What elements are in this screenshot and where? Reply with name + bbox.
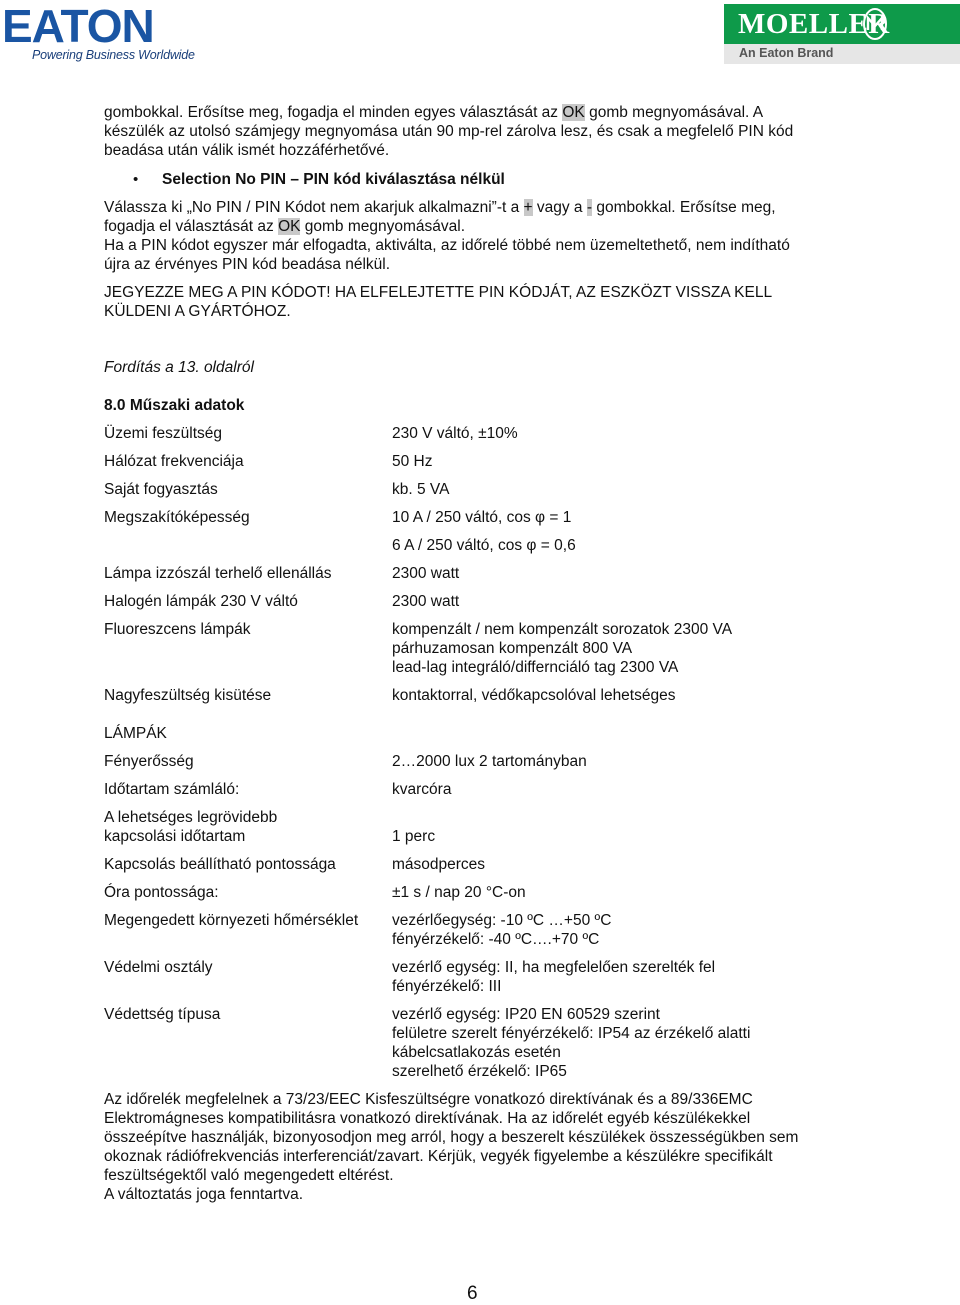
eaton-wordmark [2,2,202,48]
para1-text: gomb megnyomásával. [300,218,466,235]
spec-label: Fényerősség [104,753,194,770]
spec-value: ±1 s / nap 20 °C-on [392,884,526,901]
spec-value: kvarcóra [392,781,452,798]
para1-text: gombokkal. Erősítse meg, [592,199,776,216]
para1-text: vagy a [532,199,587,216]
spec-value: 6 A / 250 váltó, cos φ = 0,6 [392,537,576,554]
page-number: 6 [467,1283,478,1304]
closing-line: A változtatás joga fenntartva. [104,1186,304,1203]
spec-label: Megengedett környezeti hőmérséklet [104,912,359,929]
spec-value: 230 V váltó, ±10% [392,425,518,442]
spec-value: 2…2000 lux 2 tartományban [392,753,587,770]
para1-line-2 [104,218,465,236]
spec-value: vezérlő egység: IP20 EN 60529 szerint [392,1006,660,1023]
spec-value: kábelcsatlakozás esetén [392,1044,561,1061]
intro-line-2: készülék az utolsó számjegy megnyomása után 90 mp-rel zárolva lesz, és csak a megfelelő PIN kód [104,123,794,140]
spec-label: Védelmi osztály [104,959,213,976]
para1-line-4: újra az érvényes PIN kód beadása nélkül. [104,256,391,273]
spec-label: Megszakítóképesség [104,509,250,526]
intro-line-1 [104,104,763,122]
spec-value: másodperces [392,856,486,873]
spec-label: Halogén lámpák 230 V váltó [104,593,298,610]
spec-label: Saját fogyasztás [104,481,218,498]
moeller-logo-band [724,4,960,44]
spec-value: fényérzékelő: III [392,978,502,995]
eaton-tagline: Powering Business Worldwide [32,48,195,62]
spec-label: Időtartam számláló: [104,781,240,798]
spec-value: felületre szerelt fényérzékelő: IP54 az érzékelő alatti [392,1025,751,1042]
para1-text: Válassza ki „No PIN / PIN Kódot nem akarjuk alkalmazni”-t a [104,199,524,216]
closing-line: Az időrelék megfelelnek a 73/23/EEC Kisfeszültségre vonatkozó direktívának és a 89/336EMC [104,1091,753,1108]
spec-value: 50 Hz [392,453,433,470]
spec-label: Hálózat frekvenciája [104,453,244,470]
lamps-heading: LÁMPÁK [104,725,167,742]
spec-label: Védettség típusa [104,1006,221,1023]
intro-line-3: beadása után válik ismét hozzáférhetővé. [104,142,390,159]
spec-label: Nagyfeszültség kisütése [104,687,272,704]
spec-label: Kapcsolás beállítható pontossága [104,856,336,873]
closing-line: Elektromágneses kompatibilitásra vonatkozó direktívának. Ha az időrelét egyéb készülékekkel [104,1110,751,1127]
closing-line: összeépítve használják, bizonyosodjon meg arról, hogy a beszerelt készülékek összességükben sem [104,1129,799,1146]
spec-value: vezérlőegység: -10 ºC …+50 ºC [392,912,612,929]
spec-value: kompenzált / nem kompenzált sorozatok 2300 VA [392,621,733,638]
eaton-logo-text: EATON [2,2,154,48]
spec-value: párhuzamosan kompenzált 800 VA [392,640,633,657]
spec-label: kapcsolási időtartam [104,828,246,845]
spec-value: 10 A / 250 váltó, cos φ = 1 [392,509,572,526]
spec-value: kb. 5 VA [392,481,450,498]
ok-key-label: OK [562,104,585,121]
spec-value: kontaktorral, védőkapcsolóval lehetséges [392,687,676,704]
spec-value: szerelhető érzékelő: IP65 [392,1063,567,1080]
bullet-icon: • [133,171,139,188]
closing-line: okoznak rádiófrekvenciás interferenciát/zavart. Kérjük, vegyék figyelembe a készülékre specifikált [104,1148,773,1165]
spec-label: Fluoreszcens lámpák [104,621,251,638]
closing-line: feszültségektől való megengedett eltérést. [104,1167,394,1184]
moeller-brand-band [724,44,960,64]
section-title: 8.0 Műszaki adatok [104,397,245,414]
spec-label: Lámpa izzószál terhelő ellenállás [104,565,332,582]
minus-key-label: - [586,199,593,216]
spec-value: 2300 watt [392,565,460,582]
spec-label: A lehetséges legrövidebb [104,809,278,826]
spec-value: 1 perc [392,828,436,845]
warning-line-1: JEGYEZZE MEG A PIN KÓDOT! HA ELFELEJTETTE PIN KÓDJÁT, AZ ESZKÖZT VISSZA KELL [104,284,773,301]
intro-text: gomb megnyomásával. A [584,104,764,121]
spec-value: fényérzékelő: -40 ºC….+70 ºC [392,931,600,948]
spec-value: 2300 watt [392,593,460,610]
spec-label: Üzemi feszültség [104,425,223,442]
spec-value: lead-lag integráló/differnciáló tag 2300 VA [392,659,679,676]
spec-label: Óra pontossága: [104,884,219,901]
warning-line-2: KÜLDENI A GYÁRTÓHOZ. [104,303,291,320]
spec-value: vezérlő egység: II, ha megfelelően szerelték fel [392,959,716,976]
para1-text: fogadja el választását az [104,218,279,235]
eaton-logo [2,2,202,66]
intro-text: gombokkal. Erősítse meg, fogadja el minden egyes választását az [104,104,563,121]
plus-key-label: + [523,199,533,216]
moeller-logo-text: MOELLER [738,8,890,40]
translation-note: Fordítás a 13. oldalról [104,359,254,376]
moeller-logo [724,4,960,64]
moeller-brand-text: An Eaton Brand [739,46,834,60]
bullet-heading: Selection No PIN – PIN kód kiválasztása nélkül [162,171,505,188]
para1-line-3: Ha a PIN kódot egyszer már elfogadta, aktiválta, az időrelé többé nem üzemeltethető, nem indítható [104,237,790,254]
ok-key-label: OK [278,218,301,235]
moeller-emblem-icon [862,7,888,41]
para1-line-1 [104,199,776,217]
